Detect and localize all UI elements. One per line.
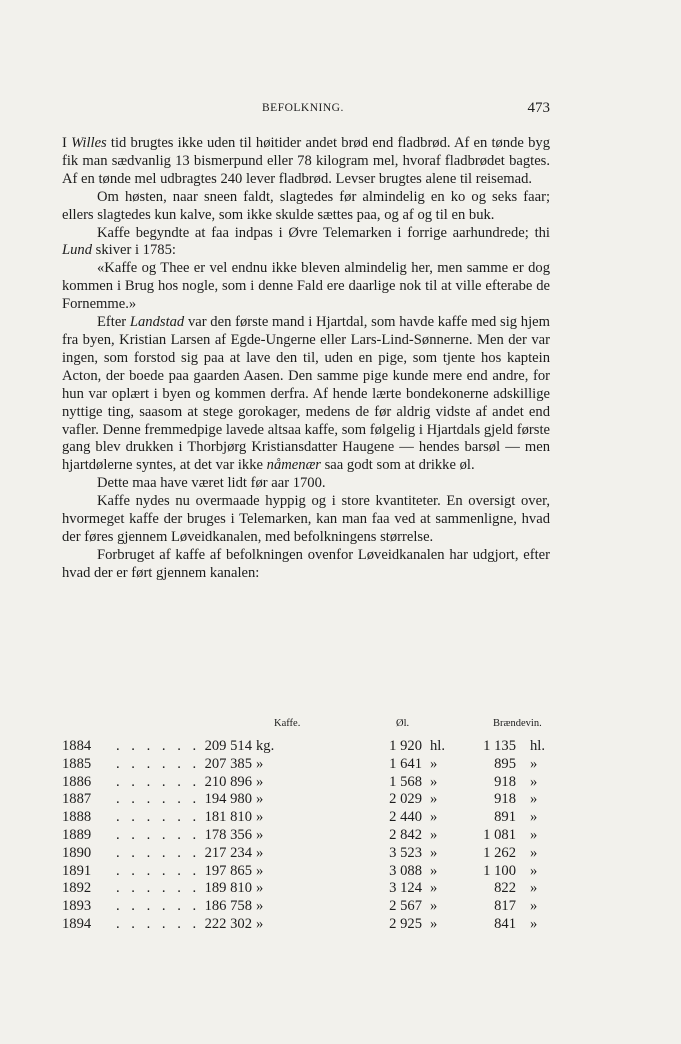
table-row — [62, 827, 556, 845]
text-run: saa godt som at drikke øl. — [320, 457, 475, 474]
emphasized-name: Lund — [62, 242, 93, 259]
kaffe-value: 207 385 — [204, 755, 252, 772]
table-row — [62, 791, 556, 809]
ol-value: 2 925 — [389, 915, 422, 932]
braendevin-value: 1 081 — [483, 826, 516, 843]
ol-unit: » — [430, 898, 438, 915]
table-row — [62, 845, 556, 863]
ol-unit: » — [430, 880, 438, 897]
ol-unit: » — [430, 791, 438, 808]
kaffe-value: 178 356 — [204, 826, 252, 843]
kaffe-value: 181 810 — [204, 809, 252, 826]
table-row — [62, 898, 556, 916]
leader-dots: . . . . . . — [116, 915, 201, 932]
page-header — [62, 100, 550, 120]
header-ol: Øl. — [396, 718, 410, 729]
ol-unit: » — [430, 844, 438, 861]
emphasized-name: Landstad — [129, 314, 185, 331]
kaffe-unit: » — [256, 773, 264, 790]
text-run: I — [62, 135, 72, 151]
ol-value: 2 029 — [389, 791, 422, 808]
table-body — [62, 738, 556, 934]
leader-dots: . . . . . . — [116, 773, 201, 790]
ol-unit: » — [430, 862, 438, 879]
ol-unit: » — [430, 826, 438, 843]
kaffe-value: 186 758 — [204, 898, 252, 915]
braendevin-unit: » — [530, 880, 538, 897]
text-run: Kaffe nydes nu overmaade hyppig og i store kvantiteter. En oversigt over, hvormeget kaffe der bruges i Telemarken, kan man faa ved at sammenligne, hvad der føres gjennem Løveidkanalen, med befolkningens størrelse. — [62, 493, 550, 545]
braendevin-value: 891 — [494, 809, 516, 826]
kaffe-unit: » — [256, 915, 264, 932]
header-kaffe: Kaffe. — [274, 718, 301, 729]
paragraph — [62, 135, 550, 189]
leader-dots: . . . . . . — [116, 880, 201, 897]
text-run: Om høsten, naar sneen faldt, slagtedes før almindelig en ko og seks faar; ellers slagtedes kun kalve, som ikke skulde sættes paa, og af og til en buk. — [62, 188, 550, 223]
ol-value: 1 641 — [389, 755, 422, 772]
braendevin-unit: » — [530, 755, 538, 772]
year-cell: 1891 — [62, 862, 92, 879]
year-cell: 1886 — [62, 773, 92, 790]
kaffe-value: 209 514 — [204, 738, 252, 754]
ol-unit: » — [430, 809, 438, 826]
text-run: Dette maa have været lidt før aar 1700. — [97, 475, 326, 492]
table-row — [62, 809, 556, 827]
braendevin-value: 1 135 — [483, 738, 516, 754]
kaffe-unit: » — [256, 826, 264, 843]
paragraph — [62, 493, 550, 547]
ol-unit: » — [430, 773, 438, 790]
text-run: var den første mand i Hjartdal, som havde kaffe med sig hjem fra byen, Kristian Larsen af Egde-Ungerne eller Lars-Lind-Sønnerne. Men der var ingen, som forstod sig paa at lave den til, uden en pige, som tjente hos kaptein Acton, der boede paa gaarden Aasen. Den samme pige kunde mere end andre, for hun var oplært i byen og kommen derfra. Af hende lærte bondekonerne adskillige nyttige ting, saasom at stege gorokager, medens de før aldrig vidste af andet end vafler. Denne fremmedpige lavede altsaa kaffe, som følgelig i Hjartdals gjeld første gang blev drukken i Thorbjørg Kristiansdatter Haugene — hendes barsøl — men hjartdølerne syntes, at det var ikke — [62, 314, 550, 474]
table-row — [62, 756, 556, 774]
braendevin-value: 822 — [494, 880, 516, 897]
text-run: Efter — [97, 314, 130, 331]
leader-dots: . . . . . . — [116, 862, 201, 879]
year-cell: 1892 — [62, 880, 92, 897]
emphasized-name: nåmenær — [266, 457, 321, 474]
kaffe-unit: » — [256, 862, 264, 879]
braendevin-value: 1 100 — [483, 862, 516, 879]
text-run: Kaffe begyndte at faa indpas i Øvre Telemarken i forrige aarhundrede; thi — [97, 224, 550, 241]
year-cell: 1889 — [62, 826, 92, 843]
kaffe-unit: » — [256, 844, 264, 861]
braendevin-unit: » — [530, 791, 538, 808]
ol-unit: hl. — [430, 738, 445, 754]
leader-dots: . . . . . . — [116, 898, 201, 915]
kaffe-unit: » — [256, 880, 264, 897]
year-cell: 1888 — [62, 809, 92, 826]
year-cell: 1893 — [62, 898, 92, 915]
kaffe-value: 197 865 — [204, 862, 252, 879]
running-title: BEFOLKNING. — [262, 102, 344, 114]
ol-value: 3 088 — [389, 862, 422, 879]
table-header — [62, 718, 556, 738]
leader-dots: . . . . . . — [116, 809, 201, 826]
braendevin-unit: » — [530, 898, 538, 915]
table-row — [62, 863, 556, 881]
braendevin-value: 918 — [494, 773, 516, 790]
leader-dots: . . . . . . — [116, 738, 201, 754]
braendevin-unit: » — [530, 826, 538, 843]
year-cell: 1884 — [62, 738, 92, 754]
text-run: tid brugtes ikke uden til høitider andet brød end fladbrød. Af en tønde byg fik man sædvanlig 13 bismerpund eller 78 kilogram mel, hvoraf fladbrødet bagtes. Af en tønde mel udbragtes 240 lever fladbrød. Levser brugtes alene til reisemad. — [62, 135, 550, 187]
kaffe-value: 189 810 — [204, 880, 252, 897]
leader-dots: . . . . . . — [116, 826, 201, 843]
emphasized-name: Willes — [71, 135, 107, 151]
text-run: skiver i 1785: — [92, 242, 176, 259]
braendevin-value: 817 — [494, 898, 516, 915]
ol-value: 2 440 — [389, 809, 422, 826]
ol-value: 1 568 — [389, 773, 422, 790]
kaffe-unit: » — [256, 755, 264, 772]
braendevin-unit: » — [530, 862, 538, 879]
ol-value: 2 842 — [389, 826, 422, 843]
paragraph — [62, 547, 550, 583]
ol-value: 2 567 — [389, 898, 422, 915]
paragraph — [62, 314, 550, 475]
kaffe-unit: kg. — [256, 738, 275, 754]
paragraph — [62, 189, 550, 225]
year-cell: 1887 — [62, 791, 92, 808]
paragraph — [62, 260, 550, 314]
leader-dots: . . . . . . — [116, 791, 201, 808]
leader-dots: . . . . . . — [116, 844, 201, 861]
consumption-table — [62, 718, 556, 934]
braendevin-unit: hl. — [530, 738, 545, 754]
table-row — [62, 738, 556, 756]
kaffe-unit: » — [256, 791, 264, 808]
leader-dots: . . . . . . — [116, 755, 201, 772]
braendevin-unit: » — [530, 809, 538, 826]
braendevin-unit: » — [530, 773, 538, 790]
paragraph — [62, 475, 550, 493]
year-cell: 1890 — [62, 844, 92, 861]
braendevin-unit: » — [530, 844, 538, 861]
braendevin-unit: » — [530, 915, 538, 932]
braendevin-value: 1 262 — [483, 844, 516, 861]
year-cell: 1894 — [62, 915, 92, 932]
header-braendevin: Brændevin. — [493, 718, 542, 729]
braendevin-value: 841 — [494, 915, 516, 932]
body-text — [62, 135, 550, 583]
ol-unit: » — [430, 915, 438, 932]
ol-value: 3 523 — [389, 844, 422, 861]
paragraph — [62, 225, 550, 261]
kaffe-value: 210 896 — [204, 773, 252, 790]
table-row — [62, 916, 556, 934]
text-run: «Kaffe og Thee er vel endnu ikke bleven almindelig her, men samme er dog kommen i Brug hos nogle, som i denne Fald ere daarlige nok til at ville efterabe de Fornemme.» — [62, 260, 550, 313]
kaffe-unit: » — [256, 809, 264, 826]
braendevin-value: 895 — [494, 755, 516, 772]
kaffe-value: 217 234 — [204, 844, 252, 861]
kaffe-unit: » — [256, 898, 264, 915]
ol-unit: » — [430, 755, 438, 772]
ol-value: 1 920 — [389, 738, 422, 754]
year-cell: 1885 — [62, 755, 92, 772]
ol-value: 3 124 — [389, 880, 422, 897]
page-number: 473 — [527, 100, 550, 116]
kaffe-value: 222 302 — [204, 915, 252, 932]
braendevin-value: 918 — [494, 791, 516, 808]
text-run: Forbruget af kaffe af befolkningen ovenfor Løveidkanalen har udgjort, efter hvad der er ført gjennem kanalen: — [62, 546, 550, 581]
kaffe-value: 194 980 — [204, 791, 252, 808]
table-row — [62, 774, 556, 792]
table-row — [62, 880, 556, 898]
